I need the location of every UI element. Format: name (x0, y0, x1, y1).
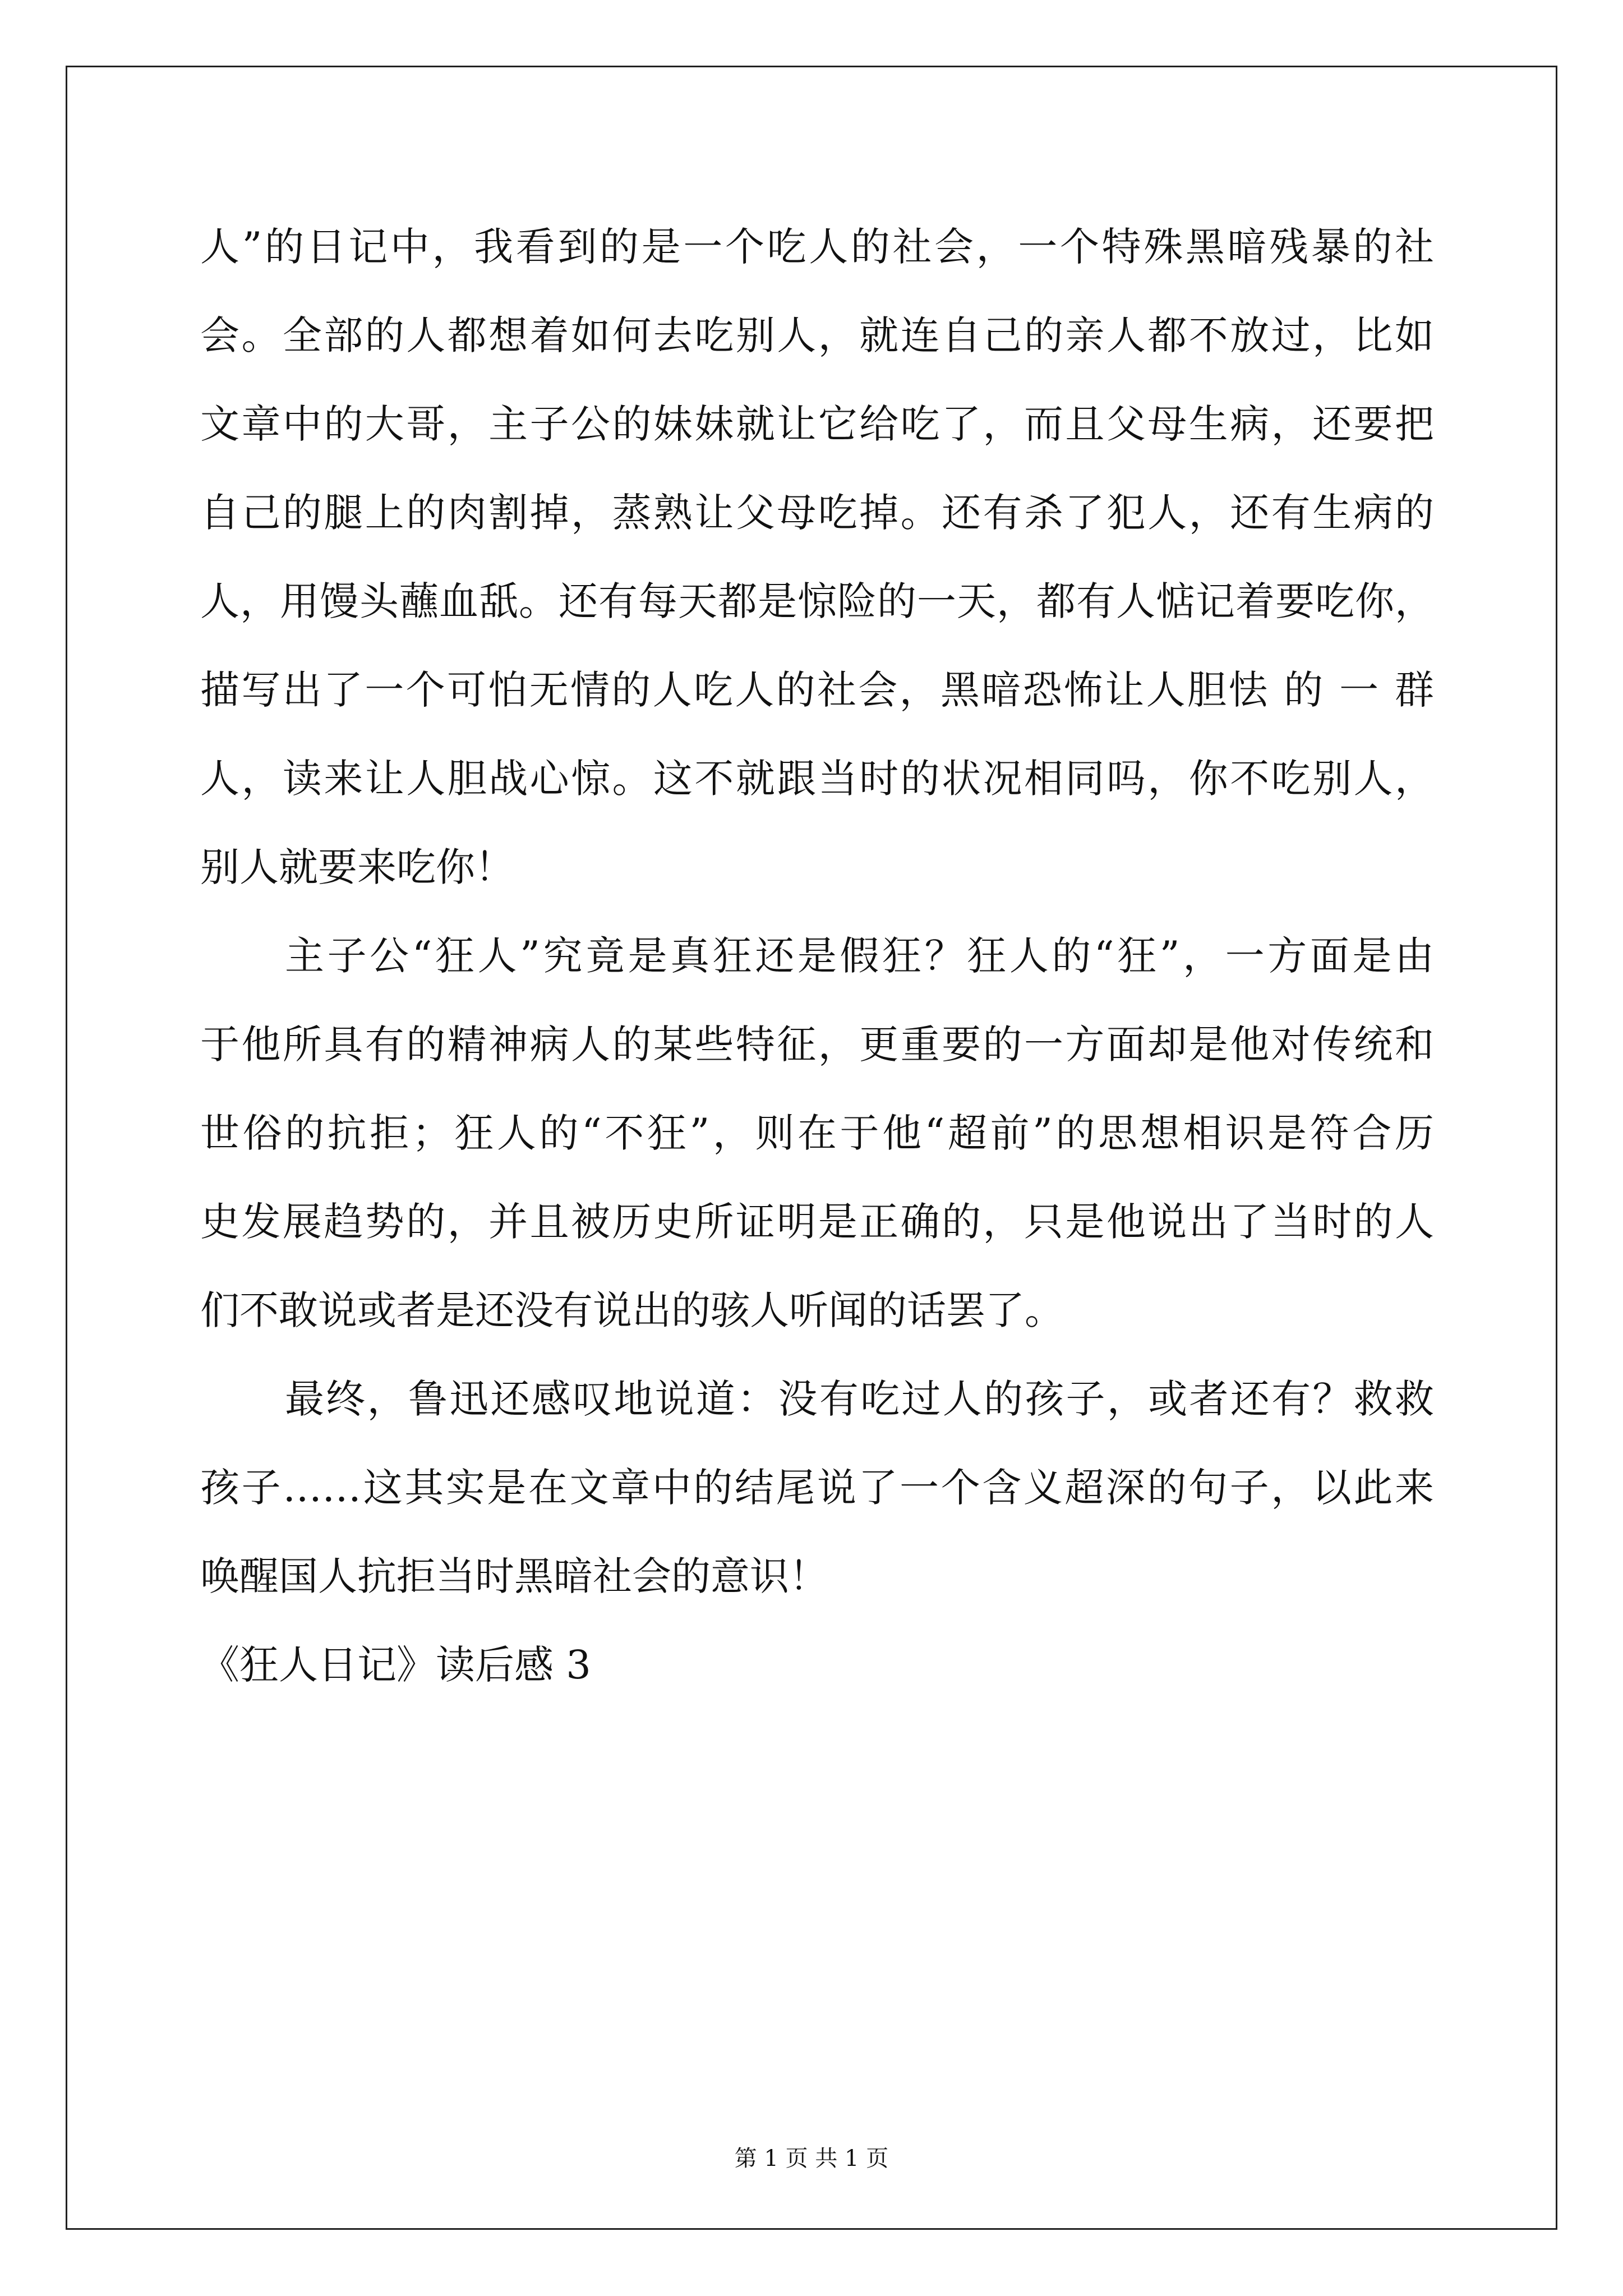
text-line: 文章中的大哥，主子公的妹妹就让它给吃了，而且父母生病，还要把 (200, 401, 1434, 447)
page-footer: 第 1 页 共 1 页 (734, 2146, 889, 2171)
text-line: 描写出了一个可怕无情的人吃人的社会，黑暗恐怖让人胆怯 的 一 群 (200, 667, 1434, 713)
text-line: 人，用馒头蘸血舐。还有每天都是惊险的一天，都有人惦记着要吃你， (200, 578, 1434, 624)
text-line: 自己的腿上的肉割掉，蒸熟让父母吃掉。还有杀了犯人，还有生病的 (200, 490, 1434, 536)
text-line: 们不敢说或者是还没有说出的骇人听闻的话罢了。 (200, 1287, 1064, 1333)
section-heading: 《狂人日记》读后感 3 (200, 1642, 591, 1688)
text-line: 孩子……这其实是在文章中的结尾说了一个含义超深的句子，以此来 (200, 1465, 1434, 1511)
text-line: 人，读来让人胆战心惊。这不就跟当时的状况相同吗，你不吃别人， (200, 756, 1434, 802)
text-line: 唤醒国人抗拒当时黑暗社会的意识！ (200, 1553, 828, 1599)
text-line: 主子公“狂人”究竟是真狂还是假狂？狂人的“狂”，一方面是由 (285, 933, 1434, 979)
text-line: 会。全部的人都想着如何去吃别人，就连自己的亲人都不放过，比如 (200, 312, 1434, 358)
text-line: 于他所具有的精神病人的某些特征，更重要的一方面却是他对传统和 (200, 1022, 1434, 1068)
text-line: 别人就要来吃你！ (200, 844, 514, 890)
text-line: 人”的日记中，我看到的是一个吃人的社会，一个特殊黑暗残暴的社 (200, 224, 1434, 270)
text-line: 世俗的抗拒；狂人的“不狂”，则在于他“超前”的思想相识是符合历 (200, 1110, 1434, 1156)
text-line: 史发展趋势的，并且被历史所证明是正确的，只是他说出了当时的人 (200, 1199, 1434, 1245)
text-line: 最终，鲁迅还感叹地说道：没有吃过人的孩子，或者还有？救救 (285, 1376, 1434, 1422)
